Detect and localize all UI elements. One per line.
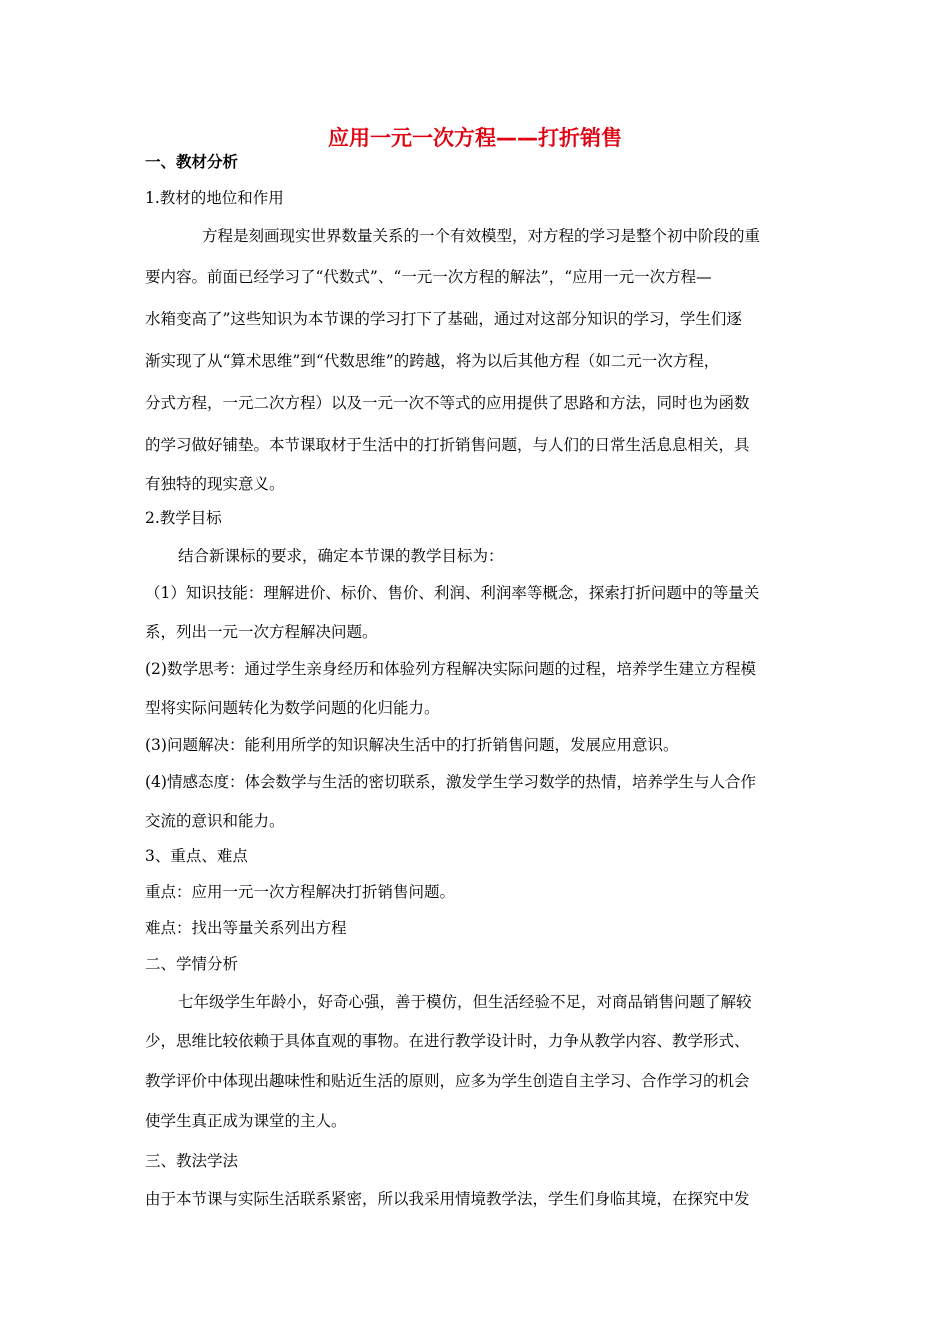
goal-item: （1）知识技能：理解进价、标价、售价、利润、利润率等概念，探索打折问题中的等量关	[145, 584, 760, 602]
paragraph-line: 少，思维比较依赖于具体直观的事物。在进行教学设计时，力争从教学内容、教学形式、	[145, 1032, 750, 1050]
goal-item-continued: 系，列出一元一次方程解决问题。	[145, 623, 378, 641]
section-heading-methods: 三、教法学法	[145, 1152, 239, 1170]
goal-item: (2)数学思考：通过学生亲身经历和体验列方程解决实际问题的过程，培养学生建立方程模	[145, 660, 756, 678]
paragraph-line: 渐实现了从“算术思维”到“代数思维”的跨越，将为以后其他方程（如二元一次方程，	[145, 352, 720, 370]
goal-item: (4)情感态度：体会数学与生活的密切联系，激发学生学习数学的热情，培养学生与人合作	[145, 773, 756, 791]
subheading-key-points: 3、重点、难点	[145, 847, 248, 865]
goal-item-continued: 交流的意识和能力。	[145, 812, 285, 830]
paragraph-line: 分式方程，一元二次方程）以及一元一次不等式的应用提供了思路和方法，同时也为函数	[145, 394, 750, 412]
paragraph-line: 使学生真正成为课堂的主人。	[145, 1112, 347, 1130]
paragraph-line: 结合新课标的要求，确定本节课的教学目标为：	[178, 547, 504, 565]
paragraph-line: 要内容。前面已经学习了“代数式”、“一元一次方程的解法”，“应用一元一次方程—	[145, 268, 712, 286]
paragraph-line: 的学习做好铺垫。本节课取材于生活中的打折销售问题，与人们的日常生活息息相关，具	[145, 436, 750, 454]
paragraph-line: 方程是刻画现实世界数量关系的一个有效模型，对方程的学习是整个初中阶段的重	[202, 227, 761, 245]
subheading-role: 1.教材的地位和作用	[145, 189, 284, 207]
section-heading-learner-analysis: 二、学情分析	[145, 955, 239, 973]
paragraph-line: 教学评价中体现出趣味性和贴近生活的原则，应多为学生创造自主学习、合作学习的机会	[145, 1072, 750, 1090]
paragraph-line: 水箱变高了”这些知识为本节课的学习打下了基础，通过对这部分知识的学习，学生们逐	[145, 310, 742, 328]
key-point: 重点：应用一元一次方程解决打折销售问题。	[145, 883, 456, 901]
paragraph-line: 七年级学生年龄小，好奇心强，善于模仿，但生活经验不足，对商品销售问题了解较	[178, 993, 752, 1011]
paragraph-line: 由于本节课与实际生活联系紧密，所以我采用情境教学法，学生们身临其境，在探究中发	[145, 1190, 750, 1208]
difficult-point: 难点：找出等量关系列出方程	[145, 919, 347, 937]
goal-item-continued: 型将实际问题转化为数学问题的化归能力。	[145, 699, 440, 717]
goal-item: (3)问题解决：能利用所学的知识解决生活中的打折销售问题，发展应用意识。	[145, 736, 679, 754]
subheading-goals: 2.教学目标	[145, 509, 222, 527]
paragraph-line: 有独特的现实意义。	[145, 475, 285, 493]
section-heading-analysis: 一、教材分析	[145, 153, 239, 171]
document-title: 应用一元一次方程——打折销售	[328, 126, 622, 150]
